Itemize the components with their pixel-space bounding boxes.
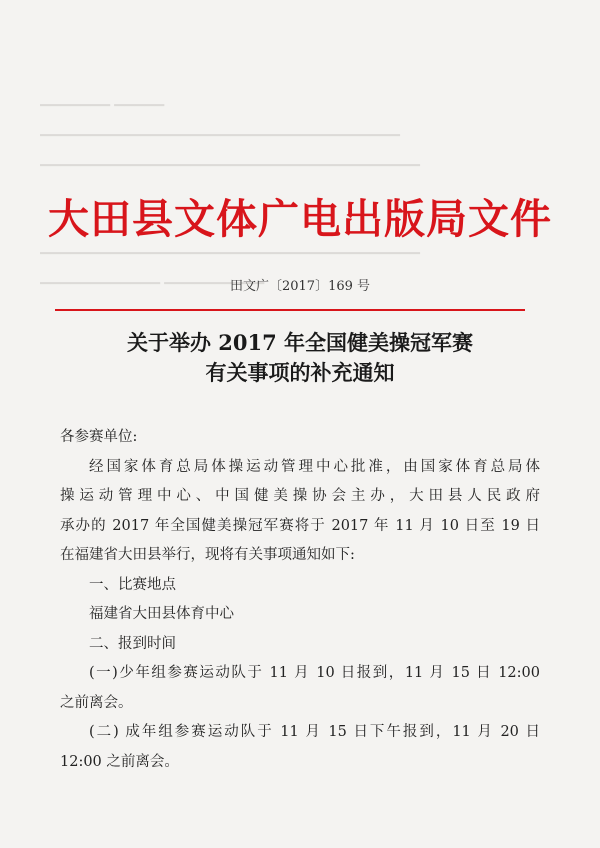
bleed-through-line: ▁▁▁▁▁▁▁ ▁▁▁▁▁: [40, 92, 165, 107]
red-divider-line: [55, 309, 525, 311]
notice-title-line-2: 有关事项的补充通知: [205, 360, 395, 385]
document-number: 田文广〔2017〕169 号: [229, 279, 371, 294]
intro-line-1: 经国家体育总局体操运动管理中心批准，由国家体育总局体: [89, 458, 540, 475]
bleed-through-line: ▁▁▁▁▁▁▁▁▁▁▁▁▁▁▁▁▁▁▁▁▁▁▁▁▁▁▁▁▁▁▁▁▁▁▁▁: [40, 122, 400, 137]
intro-line-3: 承办的 2017 年全国健美操冠军赛将于 2017 年 11 月 10 日至 19 日: [60, 517, 540, 534]
bleed-through-line: ▁▁▁▁▁▁▁▁▁▁▁▁ ▁▁▁▁▁▁▁▁▁▁: [40, 270, 265, 285]
section-1-heading: 一、比赛地点: [89, 576, 176, 593]
section-1-content: 福建省大田县体育中心: [89, 606, 234, 622]
salutation: 各参赛单位:: [60, 429, 138, 445]
intro-line-2: 操运动管理中心、中国健美操协会主办，大田县人民政府: [60, 488, 540, 504]
item-1-line-1: (一)少年组参赛运动队于 11 月 10 日报到，11 月 15 日 12:00: [89, 665, 540, 681]
bleed-through-line: ▁▁▁▁▁▁▁▁▁▁▁▁▁▁▁▁▁▁▁▁▁▁▁▁▁▁▁▁▁▁▁▁▁▁▁▁▁▁: [40, 152, 420, 167]
intro-line-4: 在福建省大田县举行，现将有关事项通知如下:: [60, 547, 355, 563]
notice-title-line-1: 关于举办 2017 年全国健美操冠军赛: [126, 330, 474, 355]
bleed-through-line: ▁▁▁▁▁▁▁▁▁▁▁▁▁▁▁▁▁▁▁▁▁▁▁▁▁▁▁▁▁▁▁▁▁▁▁▁▁▁: [40, 240, 420, 255]
item-1-line-2: 之前离会。: [60, 694, 133, 711]
notice-body: [60, 423, 540, 777]
item-2-line-2: 12:00 之前离会。: [60, 753, 179, 770]
agency-header-title: 大田县文体广电出版局文件: [48, 195, 552, 243]
section-2-heading: 二、报到时间: [89, 635, 176, 652]
notice-title: [0, 328, 600, 388]
item-2-line-1: (二) 成年组参赛运动队于 11 月 15 日下午报到，11 月 20 日: [89, 724, 540, 740]
